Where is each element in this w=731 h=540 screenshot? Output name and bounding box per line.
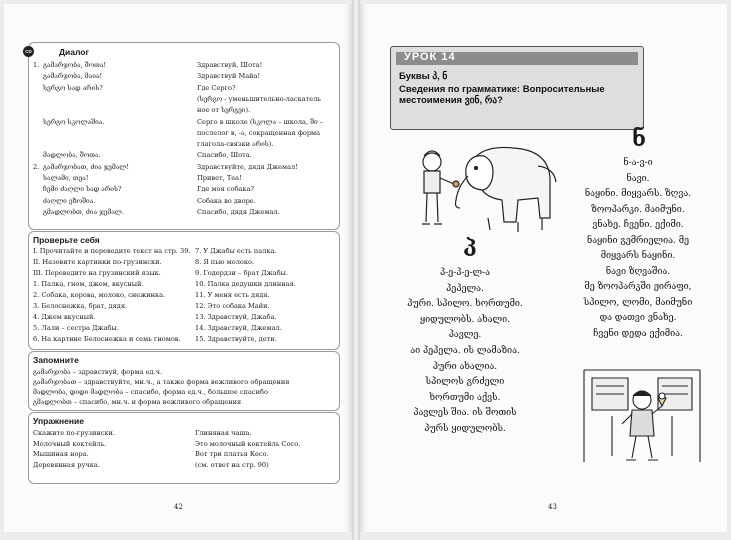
- lesson-label-bar: [396, 52, 638, 65]
- dialog-russian-line: Серго в школе (სკოლა – школа, ში –: [197, 117, 324, 126]
- letter-n-reading-line: სპილო, ლომი, მაიმუნი: [583, 297, 693, 308]
- dialog-georgian-line: მადლობა, შოთა.: [43, 151, 101, 160]
- dialog-russian-line: ное от სერგეი).: [197, 106, 251, 115]
- letter-p-reading-line: ხორთუმი აქვს.: [429, 392, 501, 403]
- dialog-georgian-line: სერგო სკოლაშია.: [43, 117, 105, 126]
- boy-feeding-elephant-illustration: [418, 138, 568, 234]
- letter-n-reading-line: ნავი ზღვაშია.: [605, 266, 671, 277]
- dialog-russian-line: (სერგო - уменьшительно-ласкатель: [197, 94, 321, 103]
- check-yourself-title: Проверьте себя: [33, 235, 100, 245]
- lesson-label: УРОК 14: [404, 51, 456, 63]
- check-task-line: III. Переведите на грузинский язык.: [33, 269, 161, 277]
- dialog-russian-line: послелог в, -ა, сокращенная форма: [197, 128, 321, 137]
- check-task-line: 13. Здравствуй, Джаба.: [195, 313, 277, 321]
- exercise-line: Глиняная чаша.: [195, 429, 252, 437]
- dialog-georgian-line: გამარჯობა, მაია!: [43, 72, 103, 81]
- letter-n-reading-line: ჩვენი დედა ექიმია.: [593, 328, 683, 339]
- letter-n-reading-line: ნავი.: [626, 173, 650, 184]
- dialog-line-number: 2.: [33, 162, 40, 171]
- dialog-russian-line: глагола-связки არის).: [197, 140, 274, 149]
- exercise-box: [28, 412, 340, 484]
- dialog-georgian-line: გმადლობთ, ძია ჯემალ.: [43, 207, 124, 216]
- remember-line: მადლობა, დიდი მადლობა – спасибо, форма ед.ч., большое спасибо: [33, 388, 268, 396]
- letter-n-reading-line: მიყვარს ნაყინი.: [600, 251, 676, 261]
- letter-p-reading-line: პავლე.: [448, 330, 482, 341]
- right-page: [360, 4, 727, 532]
- boy-with-ice-cream-illustration: [582, 366, 704, 464]
- check-yourself-box: [28, 231, 340, 350]
- left-page: [4, 4, 352, 532]
- dialog-russian-line: Здравствуй Майа!: [197, 72, 261, 81]
- remember-line: გამარჯობა – здравствуй, форма ед.ч.: [33, 368, 163, 376]
- lesson-grammar-line-1: Сведения по грамматике: Вопросительные: [399, 84, 605, 95]
- exercise-line: Мышиная нора.: [33, 450, 89, 458]
- check-task-line: 15. Здравствуйте, дети.: [195, 335, 277, 343]
- lesson-grammar-line-2: местоимения ვინ, რა?: [399, 95, 503, 106]
- book-spine: [352, 0, 360, 540]
- page-number-left: 42: [174, 503, 183, 511]
- exercise-line: Молочный коктейль.: [33, 439, 107, 448]
- remember-title: Запомните: [33, 355, 79, 365]
- check-task-line: 5. Лали – сестра Джабы.: [33, 324, 119, 332]
- check-task-line: 3. Белоснежка, брат, дядя.: [33, 302, 128, 310]
- exercise-title: Упражнение: [33, 416, 84, 426]
- dialog-line-number: 1.: [33, 61, 40, 69]
- letter-p-reading-line: პ-ე-პ-ე-ლ-ა: [439, 268, 491, 278]
- lesson-letters: Буквы პ, ნ: [399, 71, 448, 82]
- letter-p-heading: პ: [463, 236, 477, 262]
- check-task-line: 12. Это собака Майи.: [195, 302, 270, 310]
- exercise-line: (см. ответ на стр. 90): [195, 460, 269, 469]
- remember-box: [28, 351, 340, 411]
- letter-p-reading-line: ყიდულობს. ახალი.: [419, 314, 510, 325]
- dialog-georgian-line: სერგო სად არის?: [43, 83, 103, 92]
- check-task-line: 2. Собака, корова, молоко, снежинка.: [33, 291, 166, 299]
- check-task-line: 7. У Джабы есть палка.: [195, 247, 277, 255]
- letter-n-reading-line: ზოოპარკი. მაიმუნი.: [591, 204, 685, 215]
- dialog-russian-line: Здравствуй, Шота!: [197, 61, 263, 69]
- letter-n-heading: ნ: [632, 126, 647, 152]
- exercise-line: Деревянная ручка.: [33, 460, 100, 469]
- letter-n-reading-line: მე ზოოპარკში ჟირაფი,: [584, 282, 692, 292]
- dialog-georgian-line: ჩემი ძაღლი სად არის?: [43, 185, 122, 194]
- check-task-line: 11. У меня есть дядя.: [195, 291, 270, 299]
- dialog-russian-line: Собака во дворе.: [197, 196, 256, 205]
- letter-n-reading-line: ნ-ა-ვ-ი: [623, 158, 653, 168]
- letter-n-reading-line: ვნახე. ჩვენი. ექიმი.: [592, 220, 684, 230]
- check-task-line: 14. Здравствуй, Джемал.: [195, 324, 282, 332]
- letter-p-reading-line: სპილოს გრძელი: [425, 377, 505, 388]
- cd-audio-icon[interactable]: CD: [23, 46, 34, 57]
- letter-p-reading-line: პური ახალია.: [432, 361, 498, 372]
- check-task-line: 9. Годердзи – брат Джабы.: [195, 269, 288, 277]
- exercise-line: Скажите по-грузински.: [33, 429, 116, 437]
- check-task-line: I. Прочитайте и переведите текст на стр. 39.: [33, 247, 191, 255]
- dialog-georgian-line: გამარჯობა, შოთა!: [43, 61, 107, 69]
- check-task-line: 10. Палка дедушки длинная.: [195, 280, 296, 288]
- letter-p-reading-line: პური. სპილო. ხორთუმი.: [407, 299, 523, 310]
- dialog-box: [25, 42, 340, 230]
- letter-n-reading-line: ნაყინი. მიყვარს. ზღვა.: [584, 189, 692, 199]
- remember-line: გმადლობთ – спасибо, мн.ч. и форма вежливого обращения: [33, 398, 242, 406]
- remember-line: გამარჯობათ – здравствуйте, мн.ч., а также форма вежливого обращения: [33, 378, 290, 386]
- check-task-line: II. Назовите картинки по-грузински.: [33, 258, 162, 266]
- dialog-russian-line: Где Серго?: [197, 83, 236, 92]
- dialog-title: Диалог: [59, 47, 90, 57]
- letter-p-reading-line: პეპელა.: [446, 283, 484, 294]
- letter-p-reading-line: პავლეს შია. ის შოთის: [413, 408, 517, 419]
- dialog-georgian-line: ძაღლი ეზოშია.: [43, 196, 96, 205]
- dialog-russian-line: Спасибо, Шота.: [197, 151, 252, 160]
- exercise-line: Вот три платья Кесо.: [195, 450, 269, 458]
- page-number-right: 43: [548, 503, 557, 511]
- dialog-georgian-line: გამარჯობათ, ძია ჯემალ!: [43, 162, 129, 171]
- dialog-russian-line: Привет, Теа!: [197, 174, 242, 182]
- letter-n-reading-line: ნაყინი გემრიელია. მე: [586, 235, 690, 246]
- check-task-line: 8. Я пью молоко.: [195, 258, 255, 266]
- exercise-line: Это молочный коктейль Сосо.: [195, 439, 301, 448]
- dialog-russian-line: Спасибо, дядя Джемал.: [197, 207, 280, 216]
- letter-p-reading-line: აი პეპელა. ის ლამაზია.: [410, 346, 520, 356]
- check-task-line: 4. Джем вкусный.: [33, 313, 96, 321]
- lesson-header-box: [390, 46, 644, 130]
- dialog-russian-line: Здравствуйте, дядя Джемал!: [197, 162, 298, 171]
- dialog-russian-line: Где моя собака?: [197, 185, 254, 194]
- check-task-line: 6. На картине Белоснежка и семь гномов.: [33, 335, 181, 343]
- dialog-georgian-line: სალამი, თეა!: [43, 174, 89, 182]
- check-task-line: 1. Палка, гном, джем, вкусный.: [33, 280, 144, 288]
- letter-n-reading-line: და დათვი ვნახე.: [599, 313, 677, 323]
- letter-p-reading-line: პურს ყიდულობს.: [424, 424, 506, 434]
